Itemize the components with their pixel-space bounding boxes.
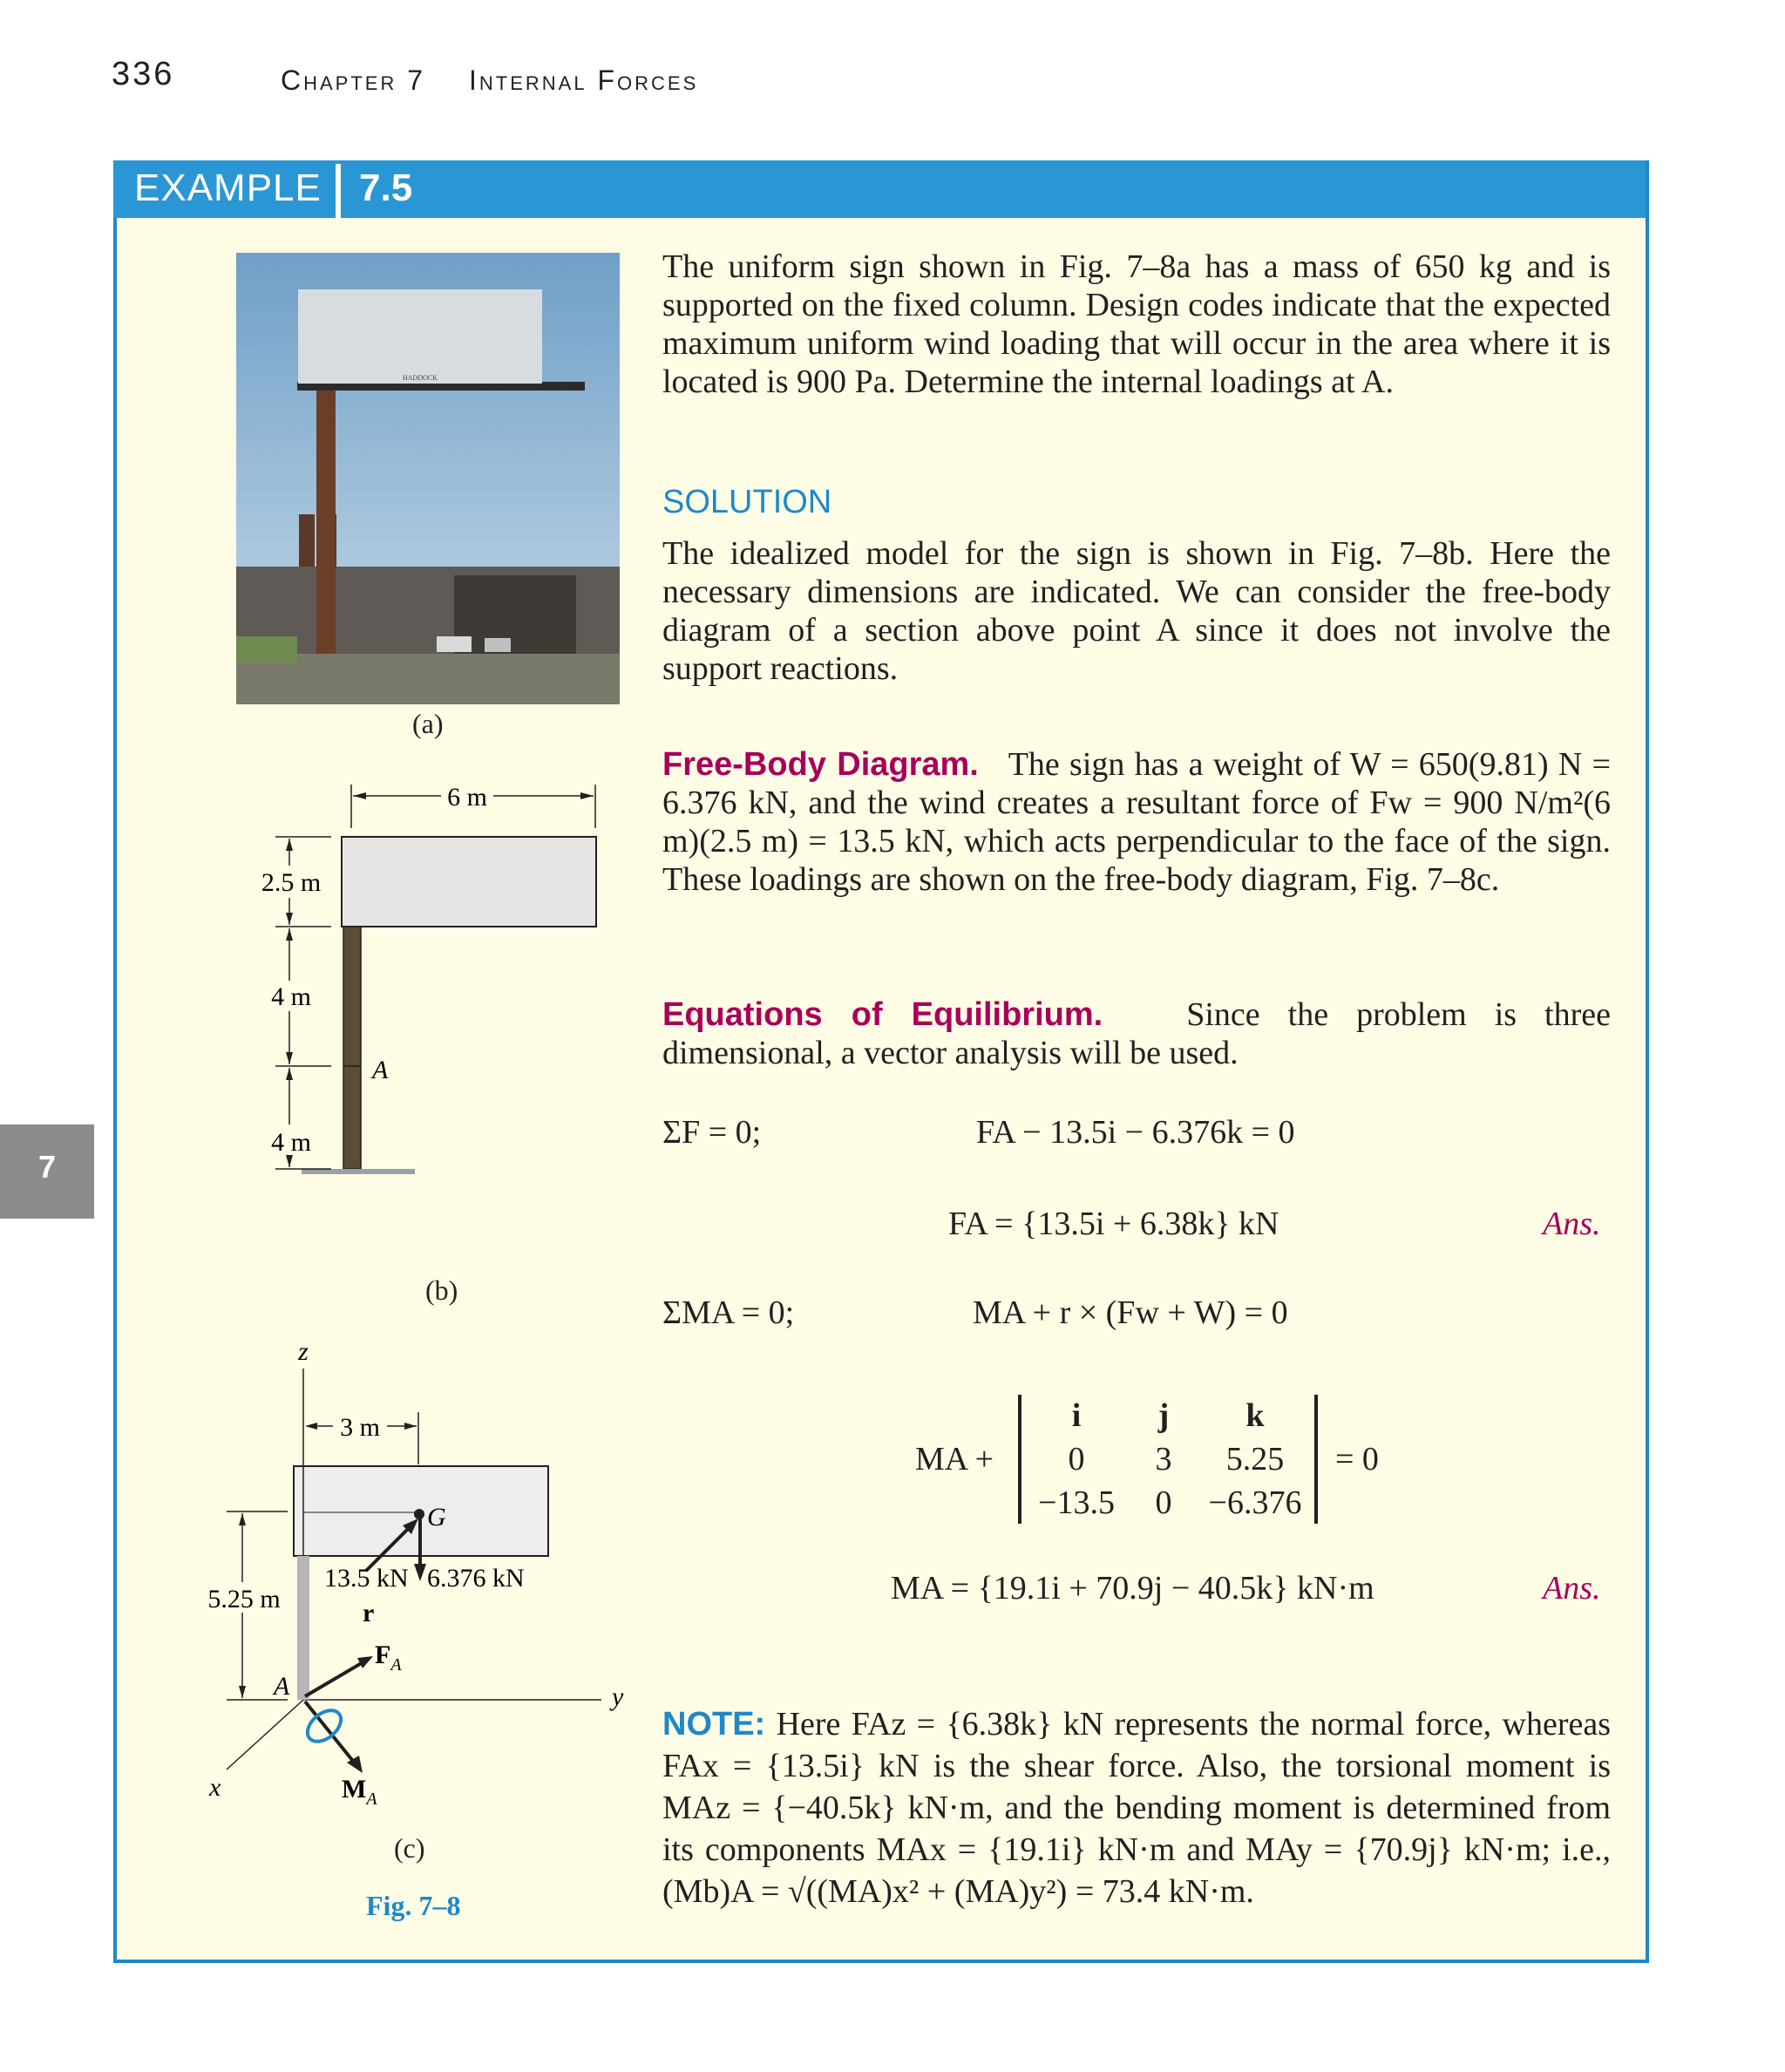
dim-upper-column: 4 m bbox=[271, 982, 311, 1011]
sum-m-equation: MA + r × (Fw + W) = 0 bbox=[973, 1294, 1288, 1331]
fbd-text: The sign has a weight of W = 650(9.81) N = 6.376 kN, and the wind creates a resultant force of Fw = 900 N/m²(6 m)(2.5 m) = 13.5 kN, which acts perpendicular to the face of the sign. These loadings are shown on the free-body diagram, Fig. 7–8c. bbox=[662, 746, 1612, 898]
photo-sign-text: HADDOCK bbox=[403, 374, 438, 382]
matrix-cell: 0 bbox=[1068, 1441, 1085, 1478]
matrix-prefix: MA + bbox=[915, 1441, 994, 1478]
matrix-cell: −13.5 bbox=[1038, 1484, 1115, 1521]
solution-heading: SOLUTION bbox=[662, 484, 832, 520]
answer-ma: Ans. bbox=[1543, 1570, 1601, 1607]
ma-result: MA = {19.1i + 70.9j − 40.5k} kN·m bbox=[891, 1570, 1374, 1607]
note-paragraph bbox=[662, 1703, 1611, 1912]
fbd-heading: Free-Body Diagram. bbox=[662, 746, 979, 783]
wind-force-label: 13.5 kN bbox=[324, 1564, 409, 1593]
weight-label: 6.376 kN bbox=[427, 1564, 525, 1593]
fa-label: $F_A$ bbox=[375, 1641, 402, 1675]
caption-c: (c) bbox=[394, 1832, 425, 1864]
figure-c-free-body bbox=[192, 1334, 645, 1809]
ma-label: $M_A$ bbox=[342, 1775, 377, 1809]
page-number: 336 bbox=[112, 56, 175, 92]
caption-b: (b) bbox=[425, 1274, 458, 1306]
matrix-cell: k bbox=[1245, 1397, 1265, 1434]
equilibrium-paragraph bbox=[662, 995, 1611, 1072]
matrix-left-bar bbox=[1018, 1395, 1021, 1524]
matrix-cell: −6.376 bbox=[1208, 1484, 1302, 1521]
figure-label: Fig. 7–8 bbox=[366, 1890, 461, 1921]
note-text: Here FAz = {6.38k} kN represents the normal force, whereas FAx = {13.5i} kN is the shear force. Also, the torsional moment is MAz = {−40.5k} kN·m, and the bending moment is determined from its components MAx = {19.1i} kN·m and MAy = {70.9j} kN·m; i.e., (Mb)A = √((MA)x² + (MA)y²) = 73.4 kN·m. bbox=[662, 1706, 1611, 1910]
axis-y-label: y bbox=[612, 1682, 624, 1711]
dim-height: 5.25 m bbox=[207, 1585, 281, 1613]
sum-f-equation: FA − 13.5i − 6.376k = 0 bbox=[976, 1114, 1295, 1151]
matrix-suffix: = 0 bbox=[1335, 1441, 1379, 1478]
determinant-matrix bbox=[1028, 1396, 1307, 1527]
dim-lower-column: 4 m bbox=[271, 1128, 311, 1157]
dim-offset: 3 m bbox=[340, 1413, 380, 1442]
example-header-bar bbox=[113, 160, 1646, 218]
axis-x-label: x bbox=[209, 1773, 221, 1802]
fbd-paragraph bbox=[662, 745, 1611, 899]
billboard-photo bbox=[236, 253, 620, 704]
example-label: EXAMPLE bbox=[134, 166, 322, 209]
caption-a: (a) bbox=[412, 708, 444, 739]
matrix-cell: 0 bbox=[1155, 1484, 1172, 1521]
matrix-cell: 3 bbox=[1155, 1441, 1172, 1478]
matrix-cell: 5.25 bbox=[1225, 1441, 1285, 1478]
point-a-label-c: A bbox=[274, 1672, 290, 1701]
figure-b-model bbox=[235, 767, 619, 1238]
example-header-divider bbox=[336, 164, 341, 218]
sum-m-label: ΣMA = 0; bbox=[662, 1294, 795, 1331]
problem-statement: The uniform sign shown in Fig. 7–8a has a mass of 650 kg and is supported on the fixed column. Design codes indicate that the expected maximum uniform wind loading that will occur in the area where it is located is 900 Pa. Determine the internal loadings at A. bbox=[662, 248, 1611, 400]
point-a-label: A bbox=[372, 1056, 389, 1084]
chapter-side-tab-number: 7 bbox=[37, 1149, 57, 1185]
axis-z-label: z bbox=[298, 1337, 309, 1366]
equilibrium-text: Since the problem is three dimensional, a vector analysis will be used. bbox=[662, 996, 1611, 1071]
example-number: 7.5 bbox=[359, 166, 413, 209]
r-vector-label: r bbox=[363, 1599, 375, 1627]
chapter-label: Chapter 7 bbox=[281, 65, 426, 96]
sum-f-label: ΣF = 0; bbox=[662, 1114, 762, 1151]
matrix-right-bar bbox=[1314, 1395, 1318, 1524]
matrix-cell: j bbox=[1157, 1397, 1170, 1434]
fa-result: FA = {13.5i + 6.38k} kN bbox=[948, 1206, 1279, 1242]
chapter-title: Internal Forces bbox=[469, 65, 699, 96]
equilibrium-heading: Equations of Equilibrium. bbox=[662, 996, 1103, 1033]
dim-sign-height: 2.5 m bbox=[261, 868, 322, 897]
dim-width: 6 m bbox=[447, 783, 487, 812]
matrix-cell: i bbox=[1071, 1397, 1082, 1434]
solution-intro: The idealized model for the sign is shown in Fig. 7–8b. Here the necessary dimensions are indicated. We can consider the free-body diagram of a section above point A since it does not involve the support reactions. bbox=[662, 535, 1611, 687]
point-g-label: G bbox=[427, 1503, 446, 1532]
note-label: NOTE: bbox=[662, 1706, 766, 1743]
answer-fa: Ans. bbox=[1543, 1206, 1601, 1242]
